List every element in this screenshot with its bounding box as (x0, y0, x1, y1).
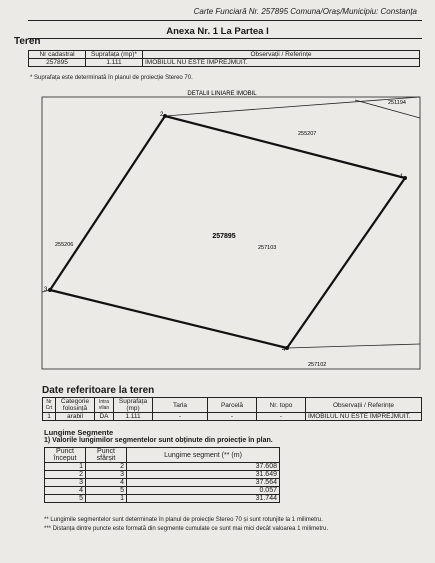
neighbor-label: 255207 (298, 131, 317, 137)
cell-end: 3 (86, 471, 127, 479)
cell-end: 4 (86, 479, 127, 487)
vertex-marker (48, 288, 52, 292)
table-row (45, 463, 280, 471)
neighbor-label: 251194 (388, 100, 406, 106)
table-row (43, 413, 422, 421)
col-suprafata: Suprafața (mp)* (86, 51, 143, 59)
cell-suprafata: 1.111 (86, 59, 143, 67)
neighbor-label: 257102 (308, 362, 327, 368)
parcel-label: 257895 (212, 233, 236, 240)
cell-end: 1 (86, 495, 127, 503)
col-punct-sfarsit: Punct sfârșit (86, 448, 127, 463)
cell-start: 3 (45, 479, 86, 487)
col-observatii: Observații / Referințe (306, 398, 422, 413)
col-punct-inceput: Punct început (45, 448, 86, 463)
lungime-title: Lungime Segmente (44, 428, 114, 437)
date-ref-title: Date referitoare la teren (42, 385, 155, 396)
vertex-label: 2 (160, 112, 164, 118)
teren-title: Teren (14, 36, 41, 47)
cell-suprafata: 1.111 (114, 413, 153, 421)
col-observatii: Observații / Referințe (143, 51, 420, 59)
table-header-row (45, 448, 280, 463)
vertex-marker (163, 114, 167, 118)
lungime-note-1: ** Lungimile segmentelor sunt determinate în planul de proiecție Stereo 70 și sunt rotunjite la 1 milimetru. (44, 517, 323, 523)
plan-title: DETALII LINIARE IMOBIL (187, 91, 257, 97)
col-tarla: Tarla (153, 398, 208, 413)
cell-length: 37.564 (127, 479, 280, 487)
cell-length: 31.649 (127, 471, 280, 479)
col-nr-topo: Nr. topo (257, 398, 306, 413)
cell-end: 5 (86, 487, 127, 495)
vertex-marker (403, 176, 407, 180)
date-ref-table (42, 397, 422, 421)
cell-length: 37.608 (127, 463, 280, 471)
cell-start: 4 (45, 487, 86, 495)
parcel-boundary (50, 116, 405, 348)
teren-footnote: * Suprafața este determinată în planul de proiecție Stereo 70. (30, 75, 193, 81)
cell-tarla: - (153, 413, 208, 421)
vertex-label: 1 (400, 174, 404, 180)
cell-length: 31.744 (127, 495, 280, 503)
cell-categorie: arabil (56, 413, 95, 421)
col-intravilan: Intra vilan (95, 398, 114, 413)
cell-start: 2 (45, 471, 86, 479)
neighbor-line-bottom (287, 344, 420, 348)
cell-nr-cadastral: 257895 (29, 59, 86, 67)
lungime-note-2: *** Distanța dintre puncte este formată din segmente cumulate ce sunt mai mici decât valoarea 1 milimetru. (44, 526, 329, 532)
col-nr-crt: Nr Crt (43, 398, 56, 413)
col-parcela: Parcelă (208, 398, 257, 413)
cell-observatii: IMOBILUL NU ESTE ÎMPREJMUIT. (143, 59, 420, 67)
cell-observatii: IMOBILUL NU ESTE ÎMPREJMUIT. (306, 413, 422, 421)
vertex-label: 4 (282, 347, 286, 353)
col-suprafata: Suprafața (mp) (114, 398, 153, 413)
col-lungime: Lungime segment (** (m) (127, 448, 280, 463)
col-categorie: Categorie folosință (56, 398, 95, 413)
table-row (45, 479, 280, 487)
neighbor-label: 255206 (55, 242, 74, 248)
neighbor-line-top (165, 97, 420, 116)
vertex-marker (285, 346, 289, 350)
table-header-row (43, 398, 422, 413)
table-row (45, 471, 280, 479)
table-row (45, 487, 280, 495)
anexa-title: Anexa Nr. 1 La Partea I (166, 26, 269, 37)
cell-end: 2 (86, 463, 127, 471)
table-row (45, 495, 280, 503)
cell-start: 1 (45, 463, 86, 471)
lungime-table (44, 447, 280, 503)
col-nr-cadastral: Nr cadastral (29, 51, 86, 59)
neighbor-label: 257103 (258, 245, 277, 251)
lungime-subtitle: 1) Valorile lungimilor segmentelor sunt obținute din proiecție în plan. (44, 437, 273, 444)
cell-intravilan: DA (95, 413, 114, 421)
cell-nr-crt: 1 (43, 413, 56, 421)
cell-length: 0.057 (127, 487, 280, 495)
header-title: Carte Funciară Nr. 257895 Comuna/Oraș/Municipiu: Constanța (193, 7, 417, 16)
cell-parcela: - (208, 413, 257, 421)
vertex-label: 3 (44, 287, 48, 293)
cell-nr-topo: - (257, 413, 306, 421)
cell-start: 5 (45, 495, 86, 503)
